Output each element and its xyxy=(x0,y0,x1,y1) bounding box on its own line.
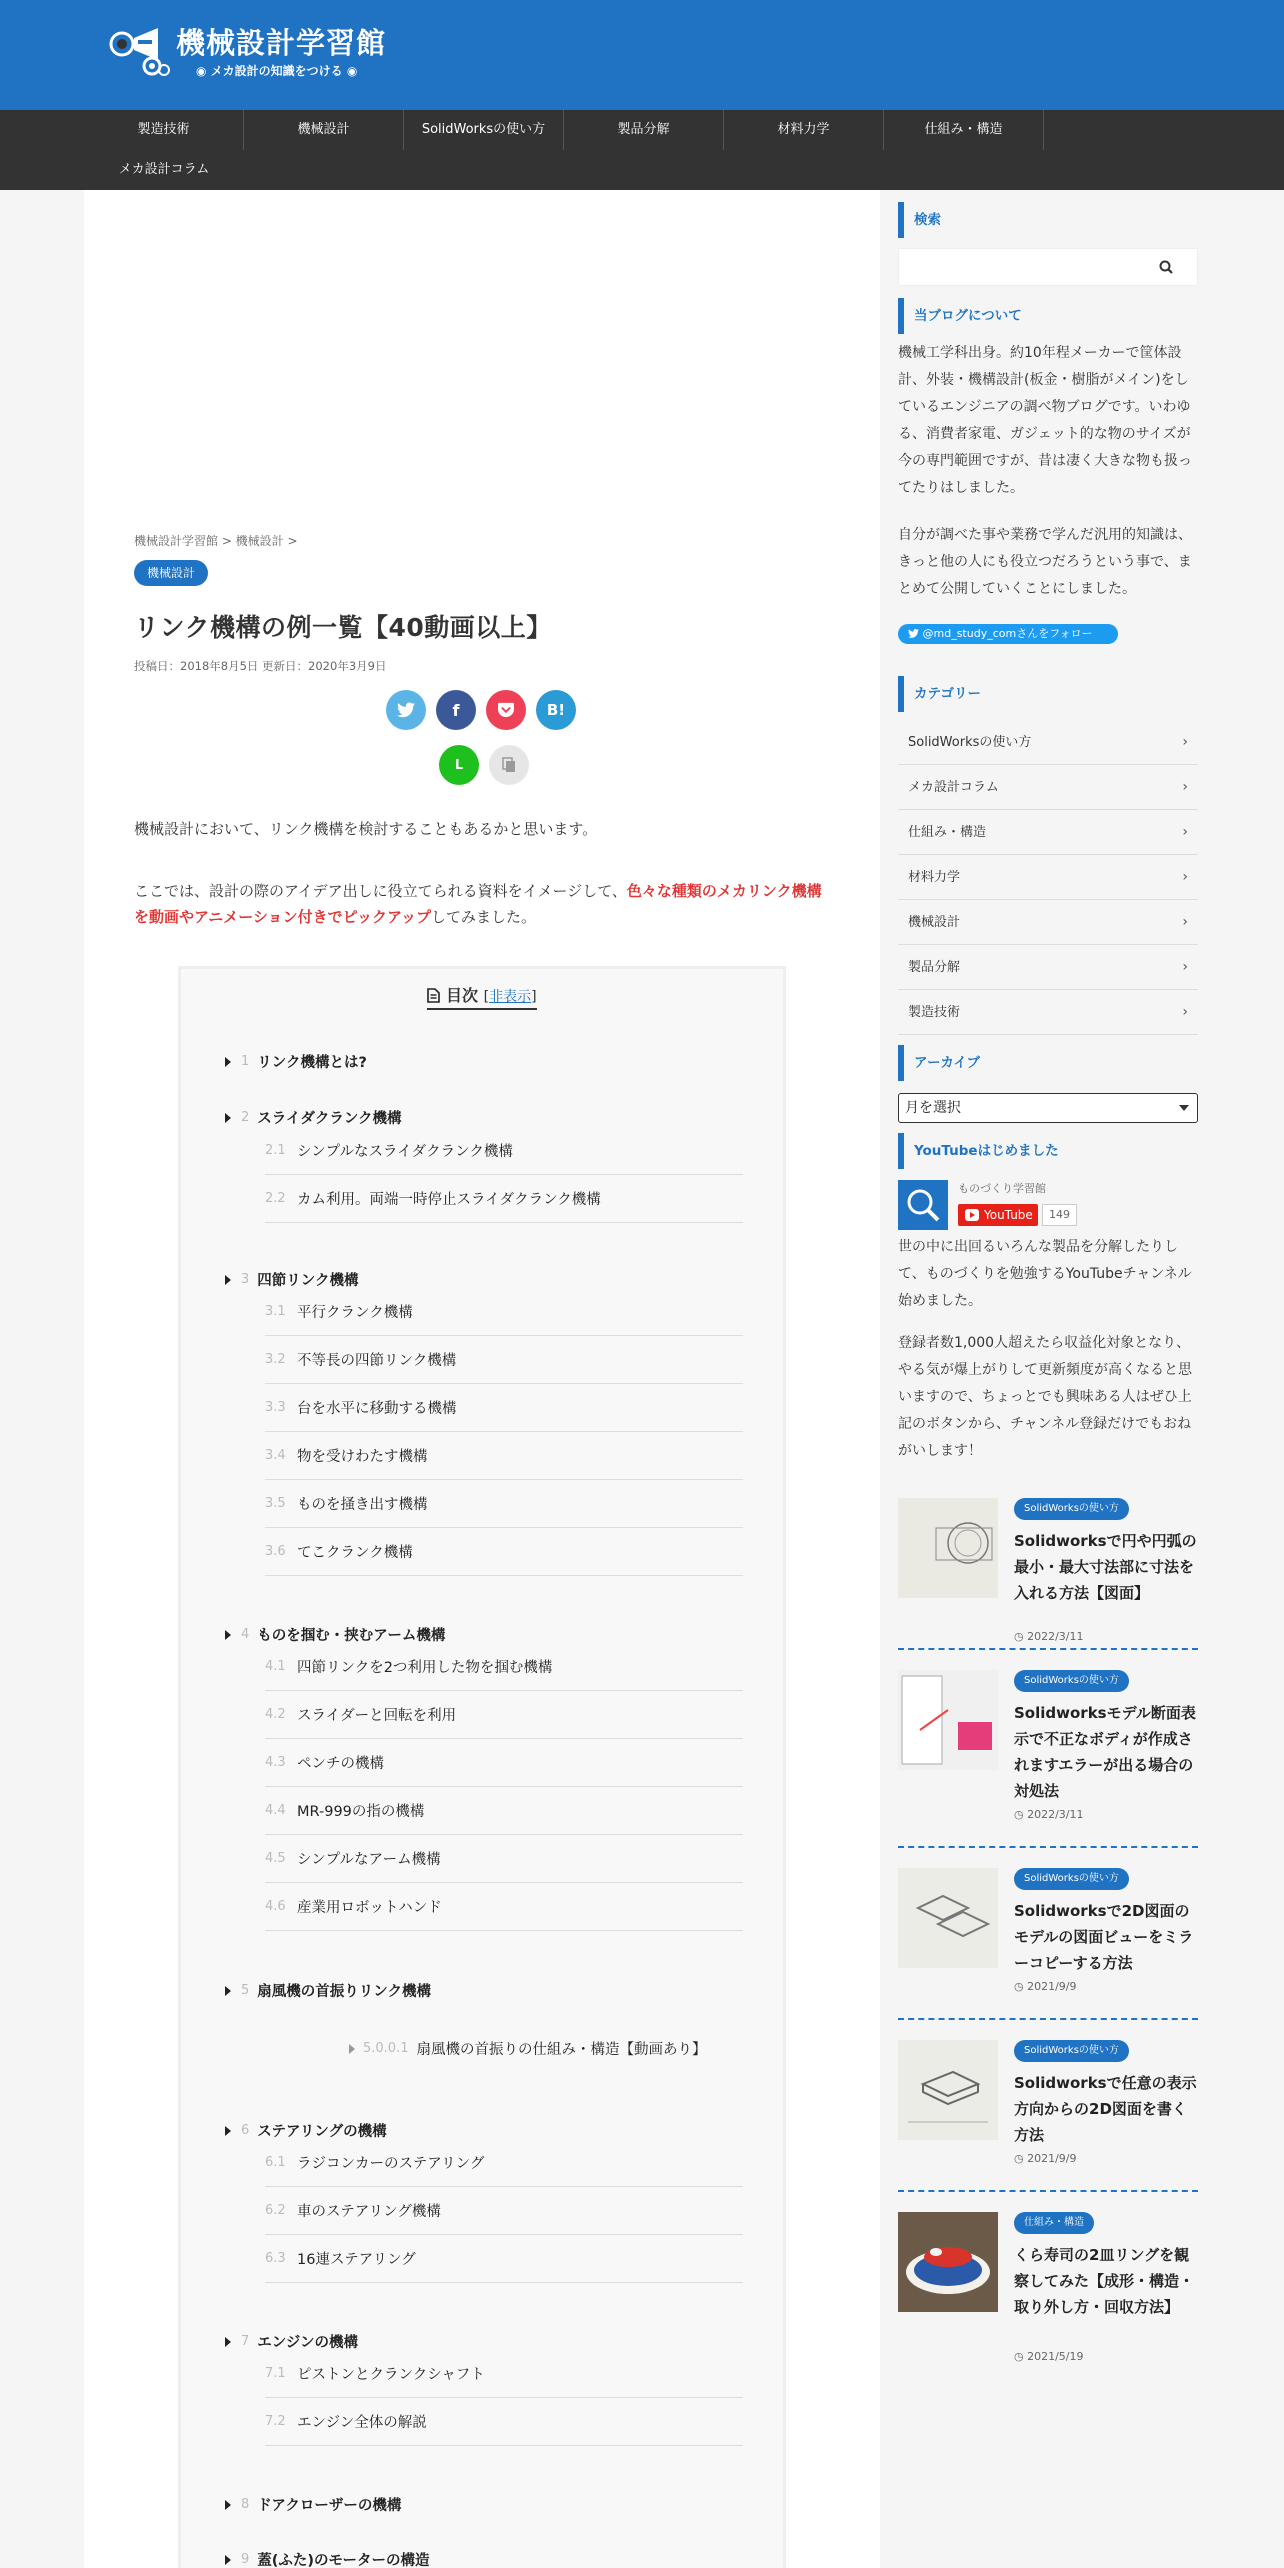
toc-title: 目次 [非表示] xyxy=(181,983,783,1010)
search-widget-title: 検索 xyxy=(898,202,1198,238)
hatena-share-button[interactable]: B! xyxy=(536,690,576,730)
page-title: リンク機構の例一覧【40動画以上】 xyxy=(134,613,552,642)
chevron-right-icon: › xyxy=(1182,869,1188,885)
recent-post[interactable] xyxy=(898,1670,1198,1840)
toc-subitem[interactable]: 3.1 平行クランク機構 xyxy=(265,1288,743,1336)
category-item[interactable]: 製品分解 › xyxy=(898,945,1198,990)
toc-item[interactable]: 3 四節リンク機構 xyxy=(225,1269,359,1290)
chevron-right-icon: › xyxy=(1182,1004,1188,1020)
category-item[interactable]: 材料力学 › xyxy=(898,855,1198,900)
category-item[interactable]: 仕組み・構造 › xyxy=(898,810,1198,855)
toc-item[interactable]: 1 リンク機構とは? xyxy=(225,1051,367,1072)
divider xyxy=(898,2018,1198,2020)
toc-item[interactable]: 8 ドアクローザーの機構 xyxy=(225,2494,401,2515)
nav-item-solidworks[interactable]: SolidWorksの使い方 xyxy=(404,110,564,150)
recent-post[interactable] xyxy=(898,2040,1198,2190)
post-title[interactable]: Solidworksで2D図面のモデルの図面ビューをミラーコピーする方法 xyxy=(1014,1902,1194,1972)
document-icon xyxy=(427,988,440,1003)
twitter-icon xyxy=(908,629,919,638)
recent-post[interactable] xyxy=(898,2212,1198,2382)
channel-avatar[interactable] xyxy=(898,1180,948,1230)
youtube-play-icon xyxy=(965,1209,979,1221)
post-category-tag[interactable]: SolidWorksの使い方 xyxy=(1014,1670,1129,1692)
line-share-button[interactable]: L xyxy=(439,745,479,785)
recent-post[interactable] xyxy=(898,1868,1198,2018)
post-thumbnail[interactable] xyxy=(898,1670,998,1770)
toc-subitem[interactable]: 3.4 物を受けわたす機構 xyxy=(265,1432,743,1480)
table-of-contents xyxy=(178,966,786,2568)
post-thumbnail[interactable] xyxy=(898,2040,998,2140)
category-item[interactable]: 機械設計 › xyxy=(898,900,1198,945)
nav-item-mechanisms[interactable]: 仕組み・構造 xyxy=(884,110,1044,150)
site-title: 機械設計学習館 xyxy=(176,26,387,60)
nav-item-mechanics[interactable]: 材料力学 xyxy=(724,110,884,150)
toc-item[interactable]: 4 ものを掴む・挟むアーム機構 xyxy=(225,1624,445,1645)
site-tagline: ◉ メカ設計の知識をつける ◉ xyxy=(196,64,358,78)
toc-subitem[interactable]: 3.5 ものを掻き出す機構 xyxy=(265,1480,743,1528)
post-date: ◷ 2021/5/19 xyxy=(1014,2350,1084,2363)
toc-subitem[interactable]: 6.3 16連ステアリング xyxy=(265,2235,743,2283)
site-logo[interactable] xyxy=(108,22,386,82)
post-title[interactable]: くら寿司の2皿リングを観察してみた【成形・構造・取り外し方・回収方法】 xyxy=(1014,2246,1195,2316)
chevron-down-icon xyxy=(1179,1105,1189,1111)
post-category-tag[interactable]: SolidWorksの使い方 xyxy=(1014,1868,1129,1890)
post-thumbnail[interactable] xyxy=(898,1868,998,1968)
clock-icon: ◷ xyxy=(1014,1808,1024,1821)
clock-icon: ◷ xyxy=(1014,1980,1024,1993)
category-item[interactable]: メカ設計コラム › xyxy=(898,765,1198,810)
post-category-tag[interactable]: SolidWorksの使い方 xyxy=(1014,1498,1129,1520)
toc-subitem[interactable]: 7.2 エンジン全体の解説 xyxy=(265,2398,743,2446)
toc-subitem[interactable]: 4.3 ペンチの機構 xyxy=(265,1739,743,1787)
divider xyxy=(898,2190,1198,2192)
toc-subitem[interactable]: 3.2 不等長の四節リンク機構 xyxy=(265,1336,743,1384)
toc-item[interactable]: 5 扇風機の首振りリンク機構 xyxy=(225,1980,431,2001)
youtube-widget-title: YouTubeはじめました xyxy=(898,1133,1198,1169)
global-nav xyxy=(0,110,1284,190)
category-item[interactable]: 製造技術 › xyxy=(898,990,1198,1035)
facebook-share-button[interactable]: f xyxy=(436,690,476,730)
category-item[interactable]: SolidWorksの使い方 › xyxy=(898,720,1198,765)
search-input[interactable] xyxy=(898,248,1198,286)
gear-megaphone-logo-icon xyxy=(108,26,170,78)
toc-subitem[interactable]: 2.1 シンプルなスライダクランク機構 xyxy=(265,1127,743,1175)
toc-subitem[interactable]: 2.2 カム利用。両端一時停止スライダクランク機構 xyxy=(265,1175,743,1223)
breadcrumb[interactable]: 機械設計学習館 > 機械設計 > xyxy=(134,534,298,548)
toc-subitem[interactable]: 4.1 四節リンクを2つ利用した物を掴む機構 xyxy=(265,1643,743,1691)
toc-subitem[interactable]: 4.6 産業用ロボットハンド xyxy=(265,1883,743,1931)
clock-icon: ◷ xyxy=(1014,2152,1024,2165)
main-content xyxy=(84,190,880,2568)
chevron-right-icon: › xyxy=(1182,779,1188,795)
post-date: ◷ 2022/3/11 xyxy=(1014,1630,1084,1643)
pocket-icon xyxy=(497,702,515,718)
toc-hide-toggle[interactable]: 非表示 xyxy=(489,989,532,1005)
category-badge[interactable]: 機械設計 xyxy=(134,560,208,586)
about-text-2: 自分が調べた事や業務で学んだ汎用的知識は、きっと他の人にも役立つだろうという事で、まとめて公開していくことにしました。 xyxy=(898,527,1192,597)
twitter-share-button[interactable] xyxy=(386,690,426,730)
chevron-right-icon: › xyxy=(1182,914,1188,930)
about-text-1: 機械工学科出身。約10年程メーカーで筐体設計、外装・機構設計(板金・樹脂がメイン)をしているエンジニアの調べ物ブログです。いわゆる、消費者家電、ガジェット的な物のサイズが今の専門範囲ですが、昔は凄く大きな物も扱ってたりはしました。 xyxy=(898,345,1192,496)
intro-paragraph-1: 機械設計において、リンク機構を検討することもあるかと思います。 xyxy=(134,820,598,838)
copy-icon xyxy=(502,757,516,773)
channel-name[interactable]: ものづくり学習館 xyxy=(958,1182,1046,1195)
nav-item-manufacturing[interactable]: 製造技術 xyxy=(84,110,244,150)
post-date: ◷ 2021/9/9 xyxy=(1014,1980,1077,1993)
clock-icon: ◷ xyxy=(1014,1630,1024,1643)
nav-item-column[interactable]: メカ設計コラム xyxy=(118,162,210,177)
toc-subitem[interactable]: 3.6 てこクランク機構 xyxy=(265,1528,743,1576)
post-title[interactable]: Solidworksで円や円弧の最小・最大寸法部に寸法を入れる方法【図面】 xyxy=(1014,1532,1197,1602)
youtube-text-2: 登録者数1,000人超えたら収益化対象となり、やる気が爆上がりして更新頻度が高くなると思いますので、ちょっとでも興味ある人はぜひ上記のボタンから、チャンネル登録だけでもおねがいします！ xyxy=(898,1335,1192,1459)
twitter-follow-button[interactable]: @md_study_comさんをフォロー xyxy=(898,624,1118,644)
site-header xyxy=(0,0,1284,110)
toc-subitem[interactable]: 4.4 MR-999の指の機構 xyxy=(265,1787,743,1835)
about-widget-title: 当ブログについて xyxy=(898,298,1198,334)
post-dates: 投稿日：2018年8月5日 更新日：2020年3月9日 xyxy=(134,659,387,673)
toc-subsubitem[interactable]: 5.0.0.1 扇風機の首振りの仕組み・構造【動画あり】 xyxy=(349,2038,706,2059)
twitter-icon xyxy=(397,702,415,718)
post-category-tag[interactable]: SolidWorksの使い方 xyxy=(1014,2040,1129,2062)
post-title[interactable]: Solidworksモデル断面表示で不正なボディが作成されますエラーが出る場合の対処法 xyxy=(1014,1704,1196,1800)
post-category-tag[interactable]: 仕組み・構造 xyxy=(1014,2212,1094,2234)
search-icon[interactable] xyxy=(1159,260,1173,274)
pocket-share-button[interactable] xyxy=(486,690,526,730)
clock-icon: ◷ xyxy=(1014,2350,1024,2363)
toc-subitem[interactable]: 4.5 シンプルなアーム機構 xyxy=(265,1835,743,1883)
magnifier-logo-icon xyxy=(898,1180,948,1230)
post-title[interactable]: Solidworksで任意の表示方向からの2D図面を書く方法 xyxy=(1014,2074,1197,2144)
toc-subitem[interactable]: 3.3 台を水平に移動する機構 xyxy=(265,1384,743,1432)
archive-widget-title: アーカイブ xyxy=(898,1045,1198,1081)
toc-subitem[interactable]: 4.2 スライダーと回転を利用 xyxy=(265,1691,743,1739)
divider xyxy=(898,1648,1198,1650)
post-thumbnail[interactable] xyxy=(898,2212,998,2312)
toc-subitem[interactable]: 6.2 車のステアリング機構 xyxy=(265,2187,743,2235)
toc-item[interactable]: 2 スライダクランク機構 xyxy=(225,1107,402,1128)
post-thumbnail[interactable] xyxy=(898,1498,998,1598)
recent-post[interactable] xyxy=(898,1498,1198,1648)
toc-item[interactable]: 9 蓋(ふた)のモーターの構造 xyxy=(225,2549,429,2568)
toc-subitem[interactable]: 7.1 ピストンとクランクシャフト xyxy=(265,2350,743,2398)
subscriber-count: 149 xyxy=(1042,1204,1077,1226)
youtube-subscribe-button[interactable]: YouTube xyxy=(958,1204,1038,1226)
copy-link-button[interactable] xyxy=(489,745,529,785)
archive-select[interactable]: 月を選択 xyxy=(898,1093,1198,1123)
post-date: ◷ 2021/9/9 xyxy=(1014,2152,1077,2165)
chevron-right-icon: › xyxy=(1182,734,1188,750)
youtube-text-1: 世の中に出回るいろんな製品を分解したりして、ものづくりを勉強するYouTubeチャンネル始めました。 xyxy=(898,1239,1192,1309)
nav-item-teardown[interactable]: 製品分解 xyxy=(564,110,724,150)
chevron-right-icon: › xyxy=(1182,824,1188,840)
toc-subitem[interactable]: 6.1 ラジコンカーのステアリング xyxy=(265,2139,743,2187)
intro-highlight: 色々な種類のメカリンク機構を動画やアニメーション付きでピックアップ xyxy=(134,882,822,926)
divider xyxy=(898,1846,1198,1848)
post-date: ◷ 2022/3/11 xyxy=(1014,1808,1084,1821)
nav-item-machine-design[interactable]: 機械設計 xyxy=(244,110,404,150)
toc-item[interactable]: 6 ステアリングの機構 xyxy=(225,2120,387,2141)
category-widget-title: カテゴリー xyxy=(898,676,1198,712)
toc-item[interactable]: 7 エンジンの機構 xyxy=(225,2331,358,2352)
chevron-right-icon: › xyxy=(1182,959,1188,975)
intro-paragraph-2: ここでは、設計の際のアイデア出しに役立てられる資料をイメージして、色々な種類のメカリンク機構を動画やアニメーション付きでピックアップしてみました。 xyxy=(134,882,822,926)
